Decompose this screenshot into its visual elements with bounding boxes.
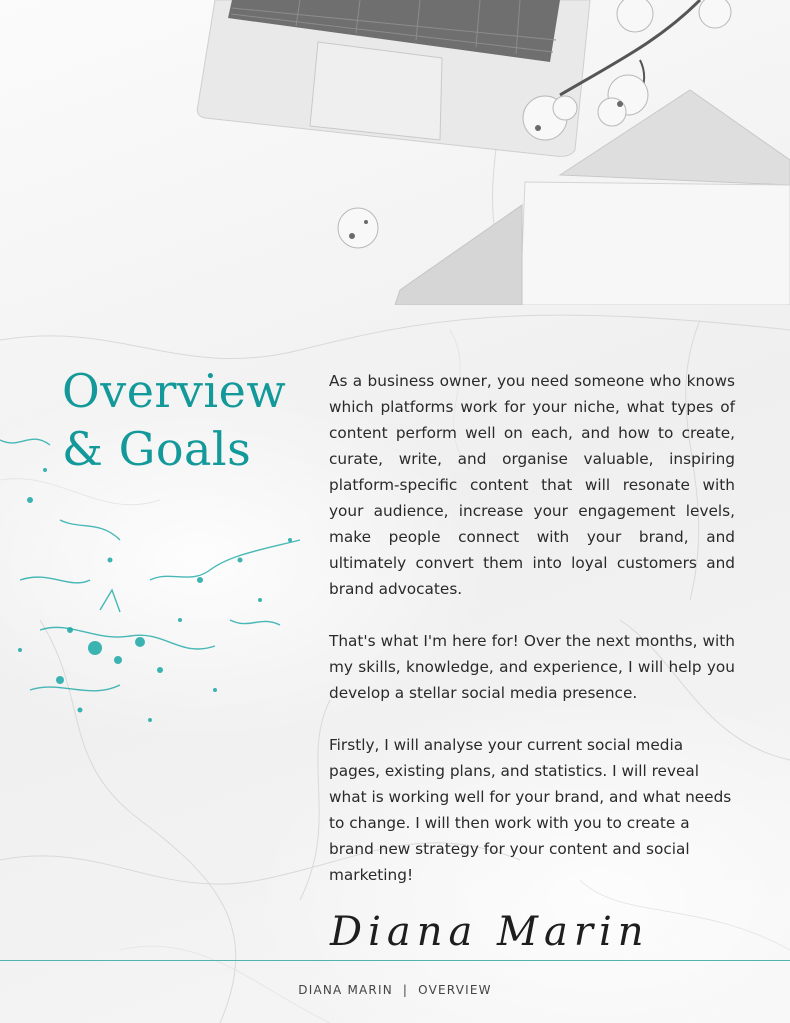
footer-divider — [0, 960, 790, 961]
page-footer: DIANA MARIN | OVERVIEW — [298, 983, 492, 997]
overview-paragraph-3: Firstly, I will analyse your current social media pages, existing plans, and statistics. I will reveal what is working well for your brand, and what needs to change. I will then work with you to create a brand new strategy for your content and social marketing! — [329, 736, 732, 884]
overview-paragraph-1: As a business owner, you need someone who knows which platforms work for your niche, what types of content perform well on each, and how to create, curate, write, and organise valuable, inspiring platform-specific content that will resonate with your audience, increase your engagement levels, make people connect with your brand, and ultimately convert them into loyal customers and brand advocates. — [329, 372, 735, 598]
signature: Diana Marin — [330, 909, 650, 955]
overview-paragraph-2: That's what I'm here for! Over the next months, with my skills, knowledge, and experience, I will help you develop a stellar social media presence. — [329, 632, 735, 702]
page-title — [62, 362, 312, 478]
page-title-line-2: & Goals — [62, 422, 252, 476]
page-title-line-1: Overview — [62, 364, 287, 418]
overview-body — [329, 368, 735, 914]
header-photo — [0, 0, 790, 305]
